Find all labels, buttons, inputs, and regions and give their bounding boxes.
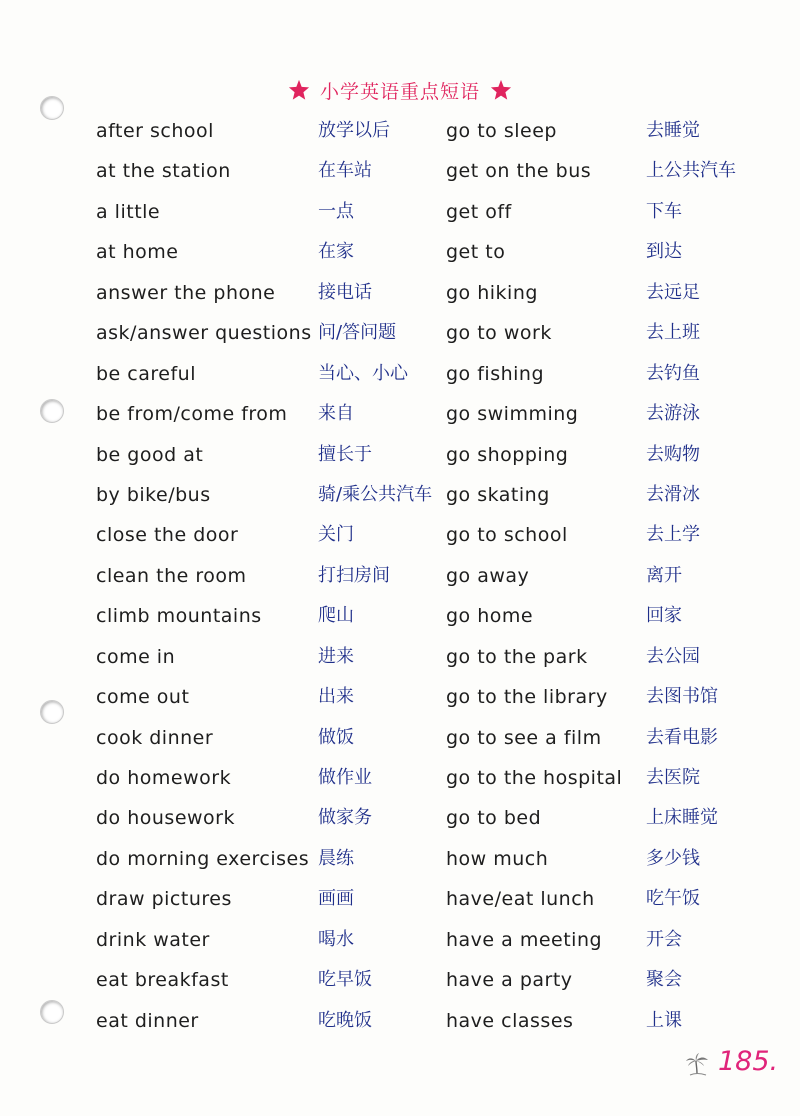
chinese-translation: 开会 <box>646 928 682 950</box>
chinese-translation: 到达 <box>646 241 682 263</box>
phrase-row <box>0 719 800 759</box>
phrase-row <box>0 516 800 556</box>
phrase-row <box>0 638 800 678</box>
english-phrase: get on the bus <box>446 160 592 183</box>
english-phrase: come out <box>96 686 190 709</box>
english-phrase: clean the room <box>96 564 247 587</box>
english-phrase: do homework <box>96 767 232 789</box>
phrase-row <box>0 112 800 152</box>
english-phrase: be careful <box>96 362 196 385</box>
chinese-translation: 在家 <box>318 241 354 263</box>
chinese-translation: 问/答问题 <box>318 322 397 344</box>
chinese-translation: 做饭 <box>318 726 354 748</box>
chinese-translation: 晨练 <box>318 847 354 869</box>
chinese-translation: 去睡觉 <box>646 120 700 141</box>
chinese-translation: 喝水 <box>318 928 354 950</box>
phrase-row <box>0 233 800 273</box>
chinese-translation: 出来 <box>318 686 354 708</box>
phrase-row <box>0 314 800 354</box>
chinese-translation: 回家 <box>646 605 682 627</box>
star-icon <box>288 79 310 101</box>
english-phrase: go hiking <box>446 281 538 304</box>
chinese-translation: 一点 <box>318 200 354 222</box>
english-phrase: close the door <box>96 524 239 547</box>
english-phrase: cook dinner <box>96 726 214 749</box>
english-phrase: go to the library <box>446 686 608 709</box>
palm-tree-icon <box>684 1052 710 1076</box>
chinese-translation: 打扫房间 <box>318 564 390 586</box>
chinese-translation: 吃午饭 <box>646 888 700 910</box>
english-phrase: go shopping <box>446 443 569 466</box>
phrase-row <box>0 476 800 516</box>
chinese-translation: 离开 <box>646 564 682 586</box>
chinese-translation: 吃早饭 <box>318 969 372 991</box>
phrase-row <box>0 678 800 718</box>
chinese-translation: 来自 <box>318 403 354 425</box>
chinese-translation: 去购物 <box>646 443 700 465</box>
phrase-row <box>0 759 800 799</box>
english-phrase: have a meeting <box>446 928 603 951</box>
phrase-row <box>0 921 800 961</box>
chinese-translation: 去公园 <box>646 645 700 667</box>
phrase-row <box>0 193 800 233</box>
chinese-translation: 上床睡觉 <box>646 807 718 829</box>
page-title: 小学英语重点短语 <box>319 80 480 103</box>
page-number: 185. <box>718 1046 779 1077</box>
chinese-translation: 放学以后 <box>318 120 390 141</box>
english-phrase: have classes <box>446 1009 574 1032</box>
chinese-translation: 吃晚饭 <box>318 1009 372 1031</box>
english-phrase: at home <box>96 241 179 264</box>
phrase-row <box>0 152 800 192</box>
chinese-translation: 多少钱 <box>646 847 700 869</box>
chinese-translation: 下车 <box>646 200 682 222</box>
english-phrase: go to see a film <box>446 726 602 749</box>
chinese-translation: 去图书馆 <box>646 686 718 708</box>
english-phrase: go swimming <box>446 403 579 426</box>
chinese-translation: 在车站 <box>318 160 372 182</box>
english-phrase: go to the hospital <box>446 767 623 789</box>
chinese-translation: 上公共汽车 <box>646 160 736 182</box>
english-phrase: go to school <box>446 524 568 547</box>
chinese-translation: 去钓鱼 <box>646 362 700 384</box>
chinese-translation: 擅长于 <box>318 443 372 465</box>
english-phrase: be from/come from <box>96 403 288 426</box>
phrase-row <box>0 274 800 314</box>
chinese-translation: 当心、小心 <box>318 362 408 384</box>
chinese-translation: 进来 <box>318 645 354 667</box>
chinese-translation: 做家务 <box>318 807 372 829</box>
english-phrase: eat breakfast <box>96 969 229 992</box>
star-icon <box>490 79 512 101</box>
english-phrase: draw pictures <box>96 888 232 911</box>
chinese-translation: 关门 <box>318 524 354 546</box>
english-phrase: get to <box>446 241 506 264</box>
phrase-row <box>0 880 800 920</box>
chinese-translation: 去游泳 <box>646 403 700 425</box>
english-phrase: by bike/bus <box>96 483 211 506</box>
english-phrase: come in <box>96 645 176 668</box>
page-header <box>0 70 800 110</box>
chinese-translation: 去上学 <box>646 524 700 546</box>
english-phrase: climb mountains <box>96 605 262 628</box>
phrase-row <box>0 436 800 476</box>
phrase-row <box>0 840 800 880</box>
english-phrase: have a party <box>446 969 573 992</box>
chinese-translation: 画画 <box>318 888 354 910</box>
phrase-row <box>0 961 800 1001</box>
english-phrase: go to sleep <box>446 120 557 142</box>
english-phrase: drink water <box>96 928 210 951</box>
english-phrase: after school <box>96 120 214 142</box>
english-phrase: go to the park <box>446 645 588 668</box>
english-phrase: go fishing <box>446 362 545 385</box>
english-phrase: have/eat lunch <box>446 888 595 911</box>
chinese-translation: 去医院 <box>646 767 700 788</box>
chinese-translation: 聚会 <box>646 969 682 991</box>
english-phrase: eat dinner <box>96 1009 199 1032</box>
english-phrase: go away <box>446 564 530 587</box>
english-phrase: go skating <box>446 483 550 506</box>
phrase-row <box>0 355 800 395</box>
english-phrase: get off <box>446 200 512 223</box>
english-phrase: a little <box>96 200 161 223</box>
english-phrase: answer the phone <box>96 281 276 304</box>
english-phrase: do morning exercises <box>96 847 310 870</box>
chinese-translation: 爬山 <box>318 605 354 627</box>
english-phrase: how much <box>446 847 549 870</box>
phrase-row <box>0 597 800 637</box>
english-phrase: go home <box>446 605 534 628</box>
chinese-translation: 做作业 <box>318 767 372 788</box>
english-phrase: do housework <box>96 807 235 830</box>
english-phrase: be good at <box>96 443 204 466</box>
chinese-translation: 去滑冰 <box>646 483 700 505</box>
phrase-row <box>0 799 800 839</box>
chinese-translation: 接电话 <box>318 281 372 303</box>
english-phrase: go to work <box>446 322 552 345</box>
chinese-translation: 上课 <box>646 1009 682 1031</box>
phrase-list <box>0 112 800 1042</box>
chinese-translation: 去远足 <box>646 281 700 303</box>
english-phrase: ask/answer questions <box>96 322 312 345</box>
chinese-translation: 去看电影 <box>646 726 718 748</box>
phrase-row <box>0 557 800 597</box>
english-phrase: go to bed <box>446 807 542 830</box>
english-phrase: at the station <box>96 160 231 183</box>
phrase-row <box>0 1002 800 1042</box>
chinese-translation: 去上班 <box>646 322 700 344</box>
phrase-row <box>0 395 800 435</box>
chinese-translation: 骑/乘公共汽车 <box>318 483 433 505</box>
